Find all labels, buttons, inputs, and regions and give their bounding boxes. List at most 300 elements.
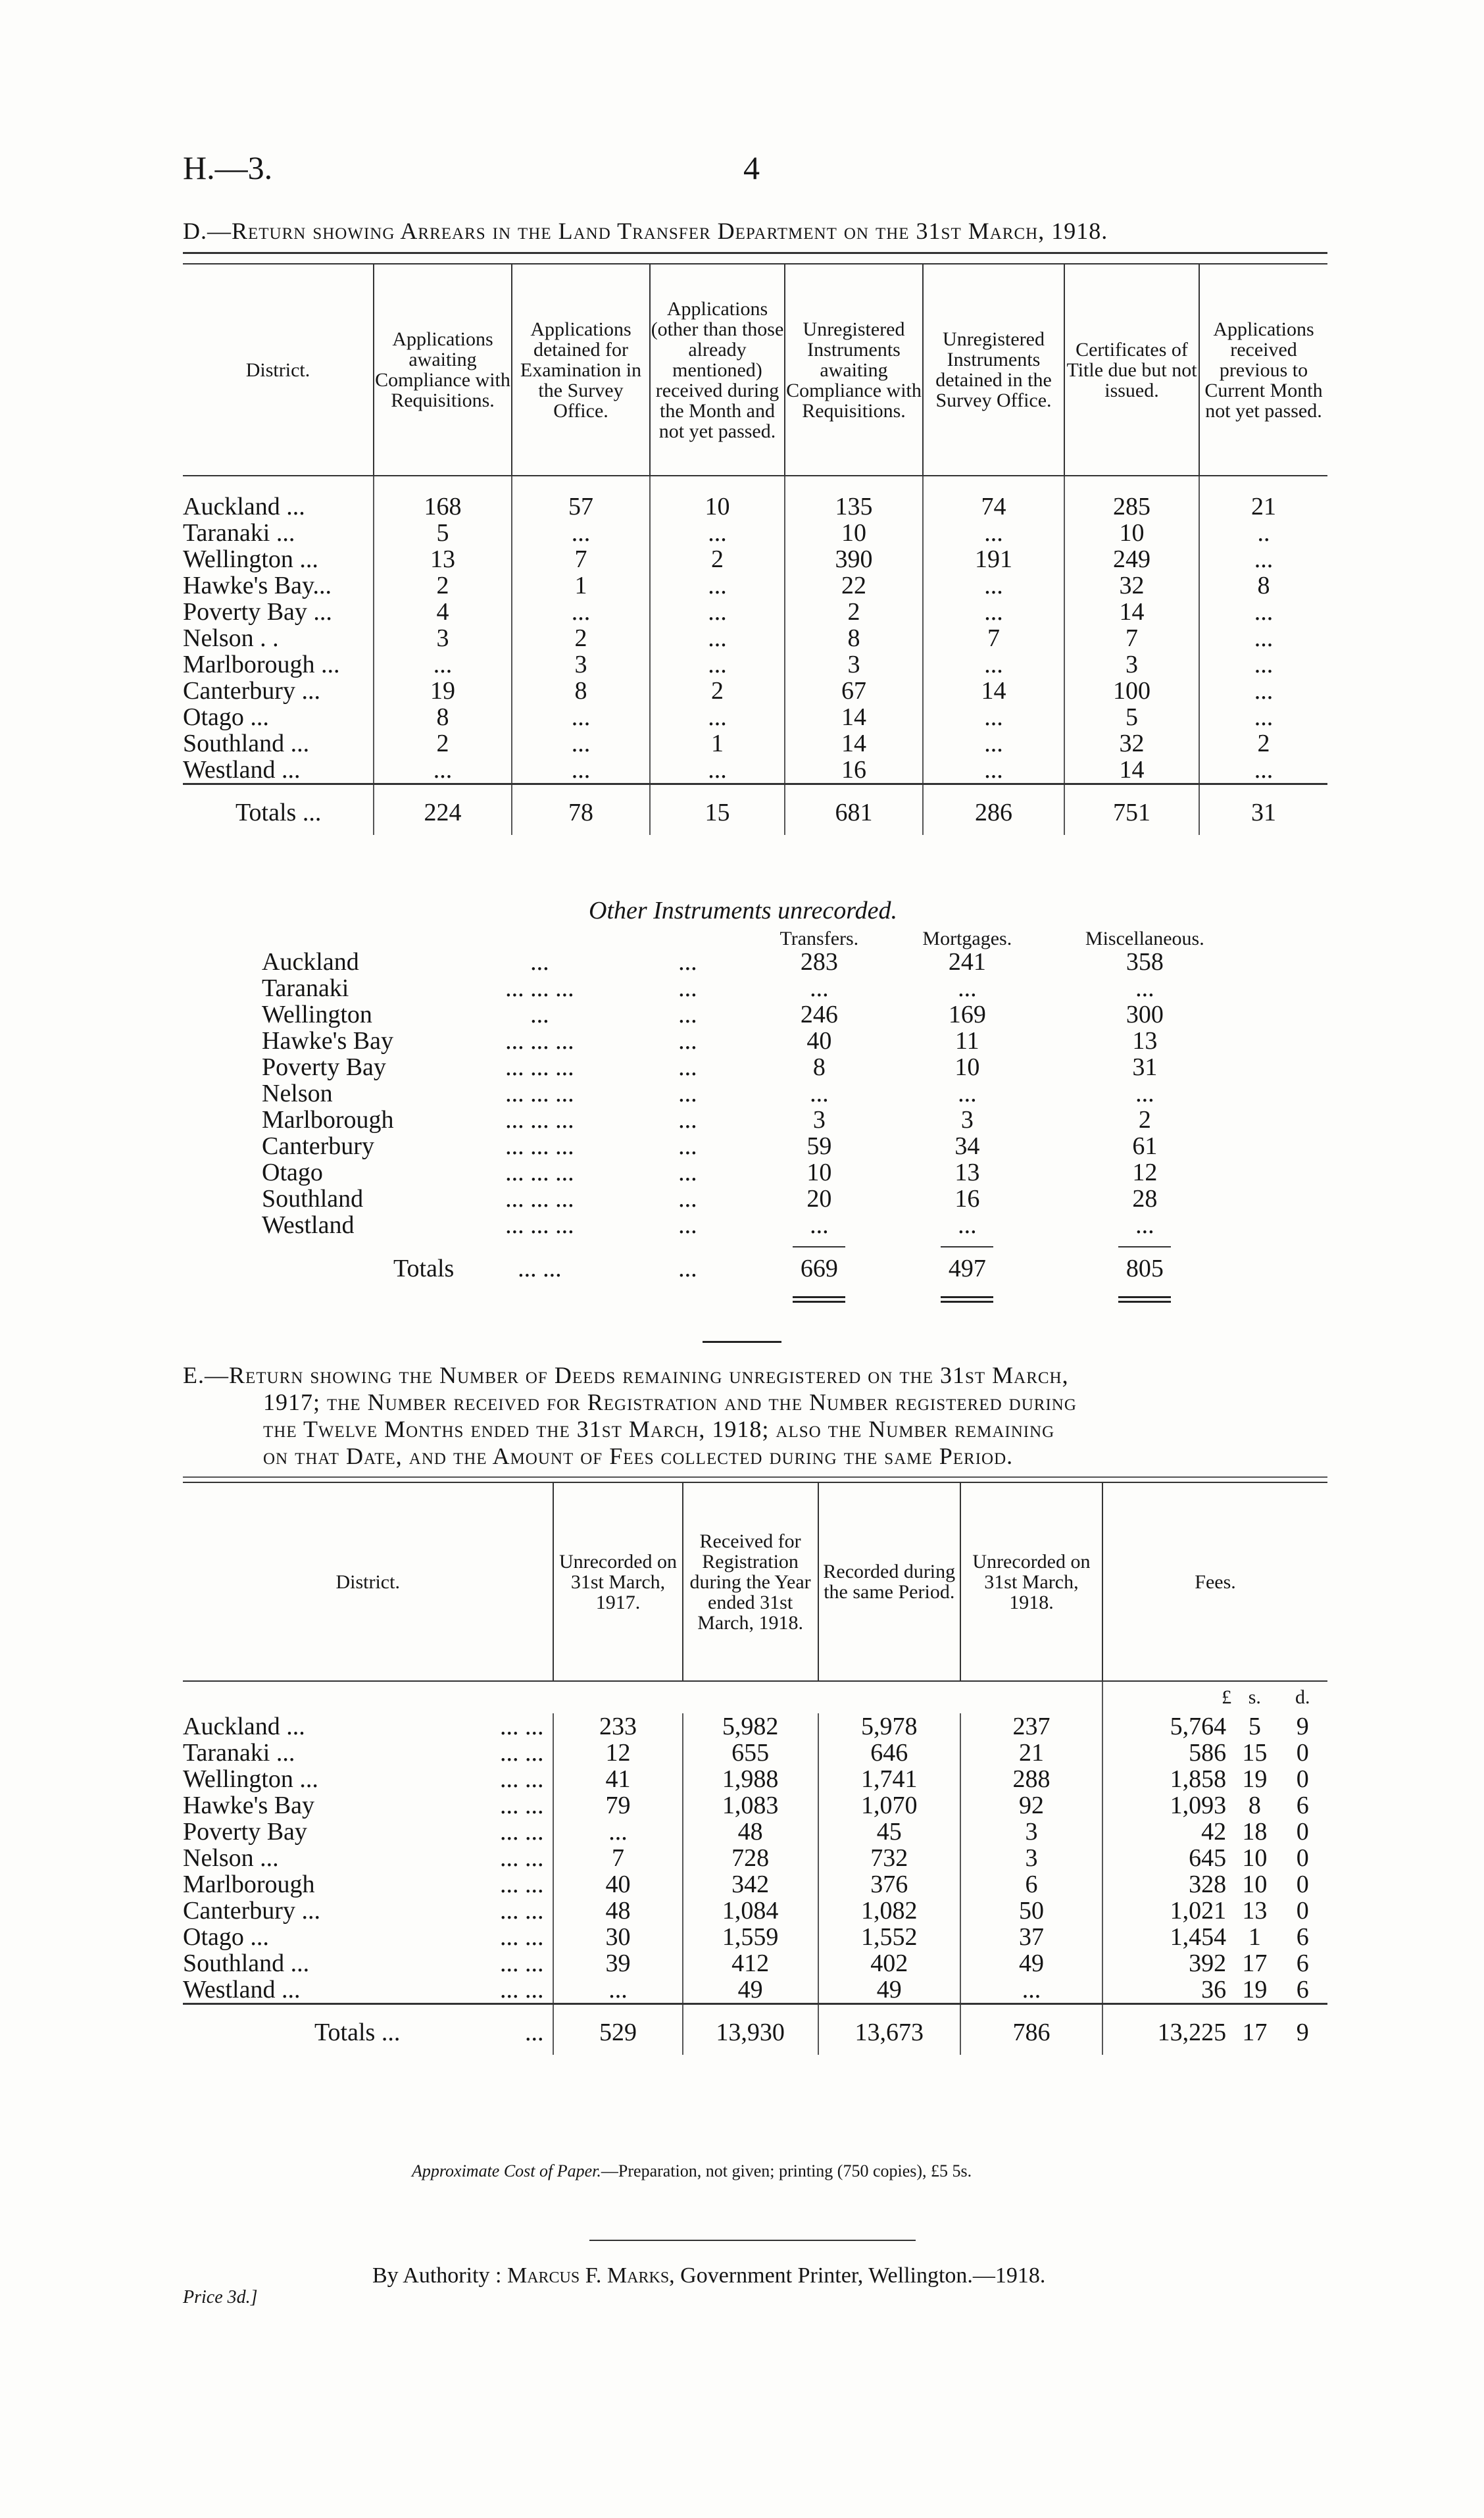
- leader-dots: ... ...: [499, 1818, 544, 1846]
- table-row: [262, 1212, 1243, 1238]
- table-cell: ...: [374, 757, 512, 784]
- authority-name: Marcus F. Marks,: [507, 2263, 675, 2288]
- table-cell: ...: [1199, 546, 1327, 572]
- leader-dots: ...: [678, 948, 697, 976]
- column-header: Unregistered Instruments detained in the Survey Office.: [923, 264, 1064, 476]
- table-row: [183, 625, 1327, 651]
- table-cell: ...: [512, 520, 650, 546]
- table-cell: 13: [954, 1159, 980, 1186]
- table-cell: 300: [1125, 1001, 1164, 1028]
- table-cell: 3: [1064, 651, 1199, 678]
- table-cell: ...: [1135, 1080, 1154, 1107]
- totals-cell: 224: [374, 784, 512, 836]
- district-name: Otago: [262, 1159, 323, 1186]
- table-row: [183, 651, 1327, 678]
- district-name: Wellington ...: [183, 545, 318, 573]
- table-cell: 0: [1296, 1818, 1309, 1846]
- leader-dots: ... ...: [499, 1976, 544, 2003]
- table-cell: 358: [1125, 948, 1164, 976]
- column-header-district: District.: [183, 1482, 553, 1681]
- table-cell: 8: [512, 678, 650, 704]
- table-row: [183, 546, 1327, 572]
- table-row: [183, 1792, 1327, 1819]
- table-cell: 3: [960, 1106, 974, 1134]
- table-cell: ...: [810, 1080, 829, 1107]
- double-rule: [941, 1296, 993, 1303]
- column-header-fees: Fees.: [1102, 1482, 1327, 1681]
- column-header: Applications received previous to Current Month not yet passed.: [1199, 264, 1327, 476]
- table-cell: 586: [1102, 1740, 1231, 1766]
- table-cell: 61: [1132, 1132, 1158, 1160]
- table-cell: 2: [1138, 1106, 1151, 1134]
- table-cell: 15: [1242, 1739, 1268, 1767]
- district-name: Auckland: [262, 948, 359, 976]
- table-cell: 1,021: [1102, 1898, 1231, 1924]
- column-header: Unregistered Instruments awaiting Compliance with Requisitions.: [785, 264, 923, 476]
- table-cell: 22: [785, 572, 923, 599]
- table-cell: 8: [785, 625, 923, 651]
- leader-dots: ... ...: [499, 1897, 544, 1925]
- district-name: Westland: [262, 1211, 355, 1239]
- table-cell: 0: [1296, 1844, 1309, 1872]
- district-name: Westland ...: [183, 1976, 301, 2003]
- sum-rule: [941, 1246, 993, 1247]
- table-cell: 376: [818, 1871, 960, 1898]
- table-row: [183, 1977, 1327, 2004]
- leader-dots: ... ...: [499, 1844, 544, 1872]
- table-cell: 10: [1064, 520, 1199, 546]
- sum-rule: [793, 1246, 845, 1247]
- table-row: [183, 1713, 1327, 1740]
- section-e-rule: [183, 1476, 1327, 1478]
- table-cell: ...: [810, 974, 829, 1002]
- table-cell: 246: [800, 1001, 838, 1028]
- table-cell: 1,083: [683, 1792, 818, 1819]
- table-cell: 49: [818, 1977, 960, 2004]
- totals-cell: 497: [948, 1255, 986, 1282]
- totals-cell: 15: [650, 784, 785, 836]
- fee-unit-pounds: £: [1102, 1681, 1231, 1713]
- table-cell: 16: [954, 1185, 980, 1213]
- table-cell: ...: [958, 1211, 977, 1239]
- table-cell: 13: [1242, 1897, 1268, 1925]
- table-cell: ...: [512, 599, 650, 625]
- table-cell: 5,982: [683, 1713, 818, 1740]
- leader-dots: ... ...: [499, 1713, 544, 1740]
- district-name: Nelson: [262, 1080, 333, 1107]
- table-cell: 288: [960, 1766, 1102, 1792]
- table-cell: 92: [960, 1792, 1102, 1819]
- table-row: [183, 1950, 1327, 1977]
- fee-unit-pence: d.: [1295, 1686, 1310, 1708]
- table-cell: 412: [683, 1950, 818, 1977]
- district-name: Hawke's Bay...: [183, 572, 332, 599]
- table-cell: 39: [553, 1950, 682, 1977]
- section-e-title: [183, 1362, 1334, 1470]
- table-cell: 74: [923, 493, 1064, 520]
- cost-note: [412, 2161, 972, 2181]
- table-cell: 12: [1132, 1159, 1158, 1186]
- totals-cell: 78: [512, 784, 650, 836]
- district-name: Wellington: [262, 1001, 372, 1028]
- table-cell: 10: [650, 493, 785, 520]
- district-name: Marlborough: [183, 1871, 315, 1898]
- table-cell: ...: [650, 651, 785, 678]
- table-cell: 31: [1132, 1053, 1158, 1081]
- table-cell: 36: [1102, 1977, 1231, 2004]
- table-row: [183, 520, 1327, 546]
- table-cell: 249: [1064, 546, 1199, 572]
- table-cell: ...: [650, 572, 785, 599]
- table-cell: 21: [960, 1740, 1102, 1766]
- table-row: [183, 1924, 1327, 1950]
- table-cell: 12: [553, 1740, 682, 1766]
- column-header: Recorded during the same Period.: [818, 1482, 960, 1681]
- leader-dots: ...: [530, 1001, 549, 1028]
- leader-dots: ... ... ...: [505, 1027, 574, 1055]
- table-row: [262, 949, 1243, 975]
- table-cell: 5: [1248, 1713, 1261, 1740]
- table-cell: 10: [954, 1053, 980, 1081]
- sum-rule: [1118, 1246, 1171, 1247]
- table-cell: ...: [512, 757, 650, 784]
- table-cell: 19: [1242, 1976, 1268, 2003]
- cost-note-text: —Preparation, not given; printing (750 copies), £5 5s.: [601, 2161, 972, 2180]
- table-cell: ...: [1199, 625, 1327, 651]
- leader-dots: ... ... ...: [505, 1080, 574, 1107]
- other-instruments-table: [262, 929, 1243, 1308]
- table-cell: 241: [948, 948, 986, 976]
- table-cell: 1: [650, 730, 785, 757]
- table-cell: 30: [553, 1924, 682, 1950]
- table-cell: 1,552: [818, 1924, 960, 1950]
- column-header: Applications awaiting Compliance with Requisitions.: [374, 264, 512, 476]
- table-cell: ...: [650, 704, 785, 730]
- deeds-table: [183, 1482, 1327, 2055]
- district-name: Nelson ...: [183, 1844, 279, 1872]
- district-name: Taranaki ...: [183, 1739, 295, 1767]
- table-cell: 67: [785, 678, 923, 704]
- table-row: [262, 975, 1243, 1001]
- leader-dots: ...: [678, 974, 697, 1002]
- leader-dots: ... ...: [499, 1765, 544, 1793]
- leader-dots: ... ... ...: [505, 1132, 574, 1160]
- leader-dots: ... ...: [499, 1871, 544, 1898]
- district-name: Poverty Bay: [262, 1053, 386, 1081]
- table-cell: 48: [553, 1898, 682, 1924]
- table-cell: 4: [374, 599, 512, 625]
- district-name: Poverty Bay: [183, 1818, 307, 1846]
- table-cell: 0: [1296, 1765, 1309, 1793]
- table-cell: 342: [683, 1871, 818, 1898]
- column-header: Unrecorded on 31st March, 1917.: [553, 1482, 682, 1681]
- table-cell: ...: [553, 1819, 682, 1845]
- table-cell: ...: [1199, 757, 1327, 784]
- table-cell: 402: [818, 1950, 960, 1977]
- deeds-table-header: [183, 1482, 1327, 1681]
- table-cell: 100: [1064, 678, 1199, 704]
- table-cell: 169: [948, 1001, 986, 1028]
- leader-dots: ... ...: [499, 1950, 544, 1977]
- authority-prefix: By Authority :: [372, 2263, 502, 2288]
- table-cell: 5,978: [818, 1713, 960, 1740]
- table-cell: 237: [960, 1713, 1102, 1740]
- table-cell: 13: [374, 546, 512, 572]
- section-separator: [703, 1341, 781, 1343]
- district-name: Marlborough ...: [183, 651, 340, 678]
- totals-cell: ...: [401, 2004, 553, 2055]
- table-cell: 3: [960, 1845, 1102, 1871]
- table-cell: 8: [1199, 572, 1327, 599]
- table-cell: 34: [954, 1132, 980, 1160]
- totals-cell: 31: [1199, 784, 1327, 836]
- fee-units-row: [183, 1681, 1327, 1713]
- leader-dots: ...: [678, 1211, 697, 1239]
- table-cell: 2: [785, 599, 923, 625]
- leader-dots: ... ...: [499, 1923, 544, 1951]
- table-cell: ...: [1199, 651, 1327, 678]
- totals-cell: 786: [960, 2004, 1102, 2055]
- table-cell: ...: [958, 1080, 977, 1107]
- table-cell: 28: [1132, 1185, 1158, 1213]
- table-cell: 392: [1102, 1950, 1231, 1977]
- table-cell: 3: [374, 625, 512, 651]
- table-cell: 59: [806, 1132, 832, 1160]
- footer-rule: [589, 2240, 916, 2241]
- table-cell: 8: [1248, 1792, 1261, 1819]
- table-cell: ...: [923, 599, 1064, 625]
- table-cell: 18: [1242, 1818, 1268, 1846]
- table-cell: 16: [785, 757, 923, 784]
- table-cell: 5: [374, 520, 512, 546]
- table-row: [262, 1133, 1243, 1159]
- col-mortgages: Mortgages.: [922, 928, 1012, 949]
- table-cell: 40: [553, 1871, 682, 1898]
- table-cell: ...: [923, 572, 1064, 599]
- arrears-table: [183, 263, 1327, 835]
- totals-cell: 13,673: [818, 2004, 960, 2055]
- leader-dots: ...: [678, 1053, 697, 1081]
- table-cell: 0: [1296, 1897, 1309, 1925]
- totals-cell: 17: [1231, 2004, 1277, 2055]
- table-cell: 79: [553, 1792, 682, 1819]
- district-name: Southland ...: [183, 730, 310, 757]
- table-cell: 1,093: [1102, 1792, 1231, 1819]
- price-note: Price 3d.]: [183, 2287, 258, 2307]
- table-cell: 2: [512, 625, 650, 651]
- district-name: Canterbury ...: [183, 1897, 320, 1925]
- table-cell: 2: [1199, 730, 1327, 757]
- district-name: Auckland ...: [183, 493, 305, 520]
- document-code: H.—3.: [183, 149, 273, 186]
- table-cell: 8: [374, 704, 512, 730]
- table-cell: 11: [955, 1027, 979, 1055]
- table-cell: 14: [923, 678, 1064, 704]
- totals-cell: 681: [785, 784, 923, 836]
- col-transfers: Transfers.: [779, 928, 859, 949]
- table-cell: 1,070: [818, 1792, 960, 1819]
- table-cell: 3: [785, 651, 923, 678]
- totals-label: Totals ...: [183, 2004, 401, 2055]
- district-name: Southland ...: [183, 1950, 310, 1977]
- table-cell: 1,559: [683, 1924, 818, 1950]
- table-cell: 732: [818, 1845, 960, 1871]
- totals-label: Totals ...: [183, 784, 374, 836]
- table-cell: 1: [512, 572, 650, 599]
- column-header: Applications detained for Examination in the Survey Office.: [512, 264, 650, 476]
- printer-authority: [372, 2263, 1045, 2288]
- column-header-district: District.: [183, 264, 374, 476]
- table-cell: 13: [1132, 1027, 1158, 1055]
- table-cell: 1,741: [818, 1766, 960, 1792]
- table-cell: 646: [818, 1740, 960, 1766]
- table-row: [262, 1028, 1243, 1054]
- table-cell: 191: [923, 546, 1064, 572]
- leader-dots: ...: [678, 1159, 697, 1186]
- table-row: [183, 493, 1327, 520]
- table-cell: 6: [1296, 1923, 1309, 1951]
- table-cell: 1,988: [683, 1766, 818, 1792]
- table-cell: 17: [1242, 1950, 1268, 1977]
- leader-dots: ...: [530, 948, 549, 976]
- table-row: [183, 1898, 1327, 1924]
- section-d-title-text: Return showing Arrears in the Land Transfer Department on the 31st March, 1918.: [232, 218, 1108, 244]
- section-d-label: D.—: [183, 218, 232, 244]
- table-cell: 6: [960, 1871, 1102, 1898]
- table-cell: ...: [923, 651, 1064, 678]
- leader-dots: ... ... ...: [505, 1159, 574, 1186]
- district-name: Otago ...: [183, 703, 269, 731]
- table-row: [183, 678, 1327, 704]
- totals-cell: 529: [553, 2004, 682, 2055]
- section-e-title-line: Return showing the Number of Deeds remaining unregistered on the 31st March,: [229, 1362, 1069, 1388]
- table-cell: 50: [960, 1898, 1102, 1924]
- table-cell: 21: [1199, 493, 1327, 520]
- table-cell: 1,454: [1102, 1924, 1231, 1950]
- section-d-title: [183, 217, 1334, 245]
- table-cell: 14: [785, 704, 923, 730]
- table-row: [183, 1740, 1327, 1766]
- table-row: [262, 1054, 1243, 1080]
- table-cell: 2: [650, 546, 785, 572]
- table-cell: 10: [785, 520, 923, 546]
- section-e-title-line: on that Date, and the Amount of Fees collected during the same Period.: [263, 1443, 1014, 1469]
- leader-dots: ... ...: [499, 1739, 544, 1767]
- district-name: Canterbury: [262, 1132, 374, 1160]
- page-number: 4: [743, 149, 760, 186]
- district-name: Taranaki: [262, 974, 349, 1002]
- table-cell: 1,858: [1102, 1766, 1231, 1792]
- district-name: Hawke's Bay: [183, 1792, 314, 1819]
- table-cell: ...: [923, 520, 1064, 546]
- table-cell: 168: [374, 493, 512, 520]
- table-cell: 14: [1064, 757, 1199, 784]
- table-cell: ...: [512, 704, 650, 730]
- table-cell: 20: [806, 1185, 832, 1213]
- table-cell: 49: [960, 1950, 1102, 1977]
- table-row: [262, 1186, 1243, 1212]
- district-name: Poverty Bay ...: [183, 598, 332, 626]
- district-name: Nelson . .: [183, 624, 279, 652]
- table-row: [262, 1080, 1243, 1107]
- arrears-table-header: [183, 264, 1327, 476]
- table-cell: ...: [650, 757, 785, 784]
- totals-row: [183, 2004, 1327, 2055]
- leader-dots: ... ... ...: [505, 1185, 574, 1213]
- leader-dots: ... ...: [499, 1792, 544, 1819]
- district-name: Hawke's Bay: [262, 1027, 393, 1055]
- leader-dots: ... ... ...: [505, 974, 574, 1002]
- table-cell: ...: [553, 1977, 682, 2004]
- leader-dots: ...: [678, 1132, 697, 1160]
- leader-dots: ...: [678, 1080, 697, 1107]
- table-row: [183, 599, 1327, 625]
- table-cell: ...: [374, 651, 512, 678]
- table-cell: 7: [923, 625, 1064, 651]
- leader-dots: ...: [678, 1185, 697, 1213]
- table-cell: 1,082: [818, 1898, 960, 1924]
- table-cell: ..: [1199, 520, 1327, 546]
- leader-dots: ... ... ...: [505, 1211, 574, 1239]
- totals-cell: 805: [1125, 1255, 1164, 1282]
- column-header: Unrecorded on 31st March, 1918.: [960, 1482, 1102, 1681]
- column-header: Received for Registration during the Year ended 31st March, 1918.: [683, 1482, 818, 1681]
- table-cell: 0: [1296, 1739, 1309, 1767]
- table-cell: 10: [1242, 1871, 1268, 1898]
- table-cell: 5,764: [1102, 1713, 1231, 1740]
- table-cell: 0: [1296, 1871, 1309, 1898]
- totals-cell: 669: [800, 1255, 838, 1282]
- table-cell: 1,084: [683, 1898, 818, 1924]
- double-rule: [793, 1296, 845, 1303]
- district-name: Westland ...: [183, 756, 301, 784]
- table-cell: ...: [810, 1211, 829, 1239]
- table-cell: 45: [818, 1819, 960, 1845]
- table-cell: ...: [1199, 704, 1327, 730]
- table-cell: ...: [1199, 678, 1327, 704]
- cost-note-label: Approximate Cost of Paper.: [412, 2161, 601, 2180]
- table-cell: 2: [650, 678, 785, 704]
- table-cell: ...: [650, 625, 785, 651]
- table-cell: 41: [553, 1766, 682, 1792]
- section-e-title-line: 1917; the Number received for Registration and the Number registered during: [263, 1389, 1077, 1415]
- leader-dots: ...: [678, 1027, 697, 1055]
- table-cell: 37: [960, 1924, 1102, 1950]
- table-cell: 6: [1296, 1976, 1309, 2003]
- table-cell: 19: [1242, 1765, 1268, 1793]
- district-name: Taranaki ...: [183, 519, 295, 547]
- column-header: Certificates of Title due but not issued.: [1064, 264, 1199, 476]
- table-cell: 14: [785, 730, 923, 757]
- district-name: Canterbury ...: [183, 677, 320, 705]
- totals-cell: 751: [1064, 784, 1199, 836]
- table-row: [183, 1766, 1327, 1792]
- table-cell: ...: [923, 704, 1064, 730]
- table-cell: 2: [374, 572, 512, 599]
- totals-cell: 286: [923, 784, 1064, 836]
- table-row: [262, 1159, 1243, 1186]
- table-row: [262, 1001, 1243, 1028]
- table-cell: 10: [806, 1159, 832, 1186]
- table-cell: ...: [1135, 974, 1154, 1002]
- table-cell: 48: [683, 1819, 818, 1845]
- district-name: Wellington ...: [183, 1765, 318, 1793]
- section-e-label: E.—: [183, 1362, 229, 1388]
- table-cell: 7: [553, 1845, 682, 1871]
- table-cell: 6: [1296, 1950, 1309, 1977]
- table-row: [183, 1819, 1327, 1845]
- table-cell: 3: [812, 1106, 826, 1134]
